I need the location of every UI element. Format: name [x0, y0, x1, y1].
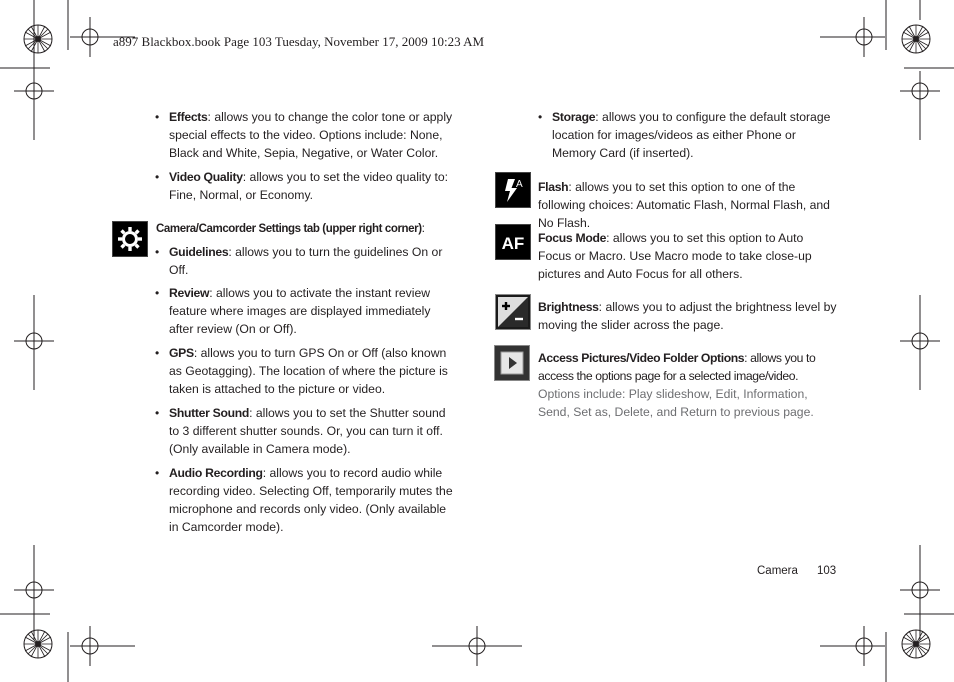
- settings-list: [155, 243, 455, 536]
- gps-text: : allows you to turn GPS On or Off (also known as Geotagging). The location of where the picture is taken is attached to the picture or video.: [169, 346, 448, 396]
- audio-recording-item: [155, 464, 455, 536]
- play-folder-icon: [494, 345, 530, 381]
- effects-term: Effects: [169, 110, 208, 124]
- autofocus-icon-label: AF: [501, 234, 525, 253]
- footer-section: Camera: [757, 565, 798, 577]
- flash-icon-label: A: [516, 179, 523, 190]
- gear-icon: [112, 221, 148, 257]
- focus-mode-block: [538, 229, 838, 283]
- shutter-sound-item: [155, 404, 455, 458]
- storage-item: [538, 108, 838, 162]
- gps-term: GPS: [169, 346, 194, 360]
- storage-text: : allows you to configure the default storage location for images/videos as either Phone or Memory Card (if inserted).: [552, 110, 831, 160]
- access-pictures-options: Options include: Play slideshow, Edit, Information, Send, Set as, Delete, and Return to previous page.: [538, 387, 814, 419]
- storage-block: [538, 108, 838, 162]
- review-term: Review: [169, 286, 210, 300]
- settings-tab-title: Camera/Camcorder Settings tab (upper right corner): [156, 223, 422, 235]
- autofocus-icon: [495, 224, 531, 260]
- brightness-block: [538, 298, 838, 334]
- shutter-sound-term: Shutter Sound: [169, 406, 250, 420]
- footer-page-number: 103: [817, 565, 837, 577]
- flash-term: Flash: [538, 180, 569, 194]
- guidelines-term: Guidelines: [169, 245, 229, 259]
- video-quality-item: [155, 168, 455, 204]
- settings-tab-colon: :: [421, 221, 426, 235]
- audio-recording-text: : allows you to record audio while recording video. Selecting Off, temporarily mutes the microphone and records only video. (Only available in Camcorder mode).: [169, 466, 453, 534]
- brightness-text: : allows you to adjust the brightness level by moving the slider across the page.: [538, 300, 837, 332]
- access-pictures-block: [538, 349, 838, 421]
- shutter-sound-text: : allows you to set the Shutter sound to 3 different shutter sounds. Or, you can turn it off. (Only available in Camera mode).: [169, 406, 446, 456]
- flash-block: [538, 178, 838, 232]
- storage-term: Storage: [552, 110, 596, 124]
- settings-tab-heading: [156, 219, 456, 238]
- left-column: [155, 108, 455, 204]
- guidelines-item: [155, 243, 455, 279]
- book-header: a897 Blackbox.book Page 103 Tuesday, November 17, 2009 10:23 AM: [113, 34, 485, 49]
- audio-recording-term: Audio Recording: [169, 466, 263, 480]
- focus-mode-term: Focus Mode: [538, 231, 607, 245]
- effects-item: [155, 108, 455, 162]
- video-quality-term: Video Quality: [169, 170, 243, 184]
- review-item: [155, 284, 455, 338]
- effects-text: : allows you to change the color tone or apply special effects to the video. Options include: None, Black and White, Sepia, Negative, or Water Color.: [169, 110, 453, 160]
- flash-text: : allows you to set this option to one of the following choices: Automatic Flash, Normal Flash, and No Flash.: [538, 180, 830, 230]
- flash-auto-icon: [495, 172, 531, 208]
- brightness-term: Brightness: [538, 300, 599, 314]
- video-quality-text: : allows you to set the video quality to: Fine, Normal, or Economy.: [169, 170, 449, 202]
- review-text: : allows you to activate the instant review feature where images are displayed immediately after review (On or Off).: [169, 286, 431, 336]
- access-pictures-text: : allows you to access the options page for a selected image/video.: [538, 351, 816, 383]
- brightness-icon: [495, 294, 531, 330]
- focus-mode-text: : allows you to set this option to Auto Focus or Macro. Use Macro mode to take close-up pictures and Auto Focus for all others.: [538, 231, 812, 281]
- access-pictures-term: Access Pictures/Video Folder Options: [538, 351, 745, 365]
- guidelines-text: : allows you to turn the guidelines On or Off.: [169, 245, 443, 277]
- gps-item: [155, 344, 455, 398]
